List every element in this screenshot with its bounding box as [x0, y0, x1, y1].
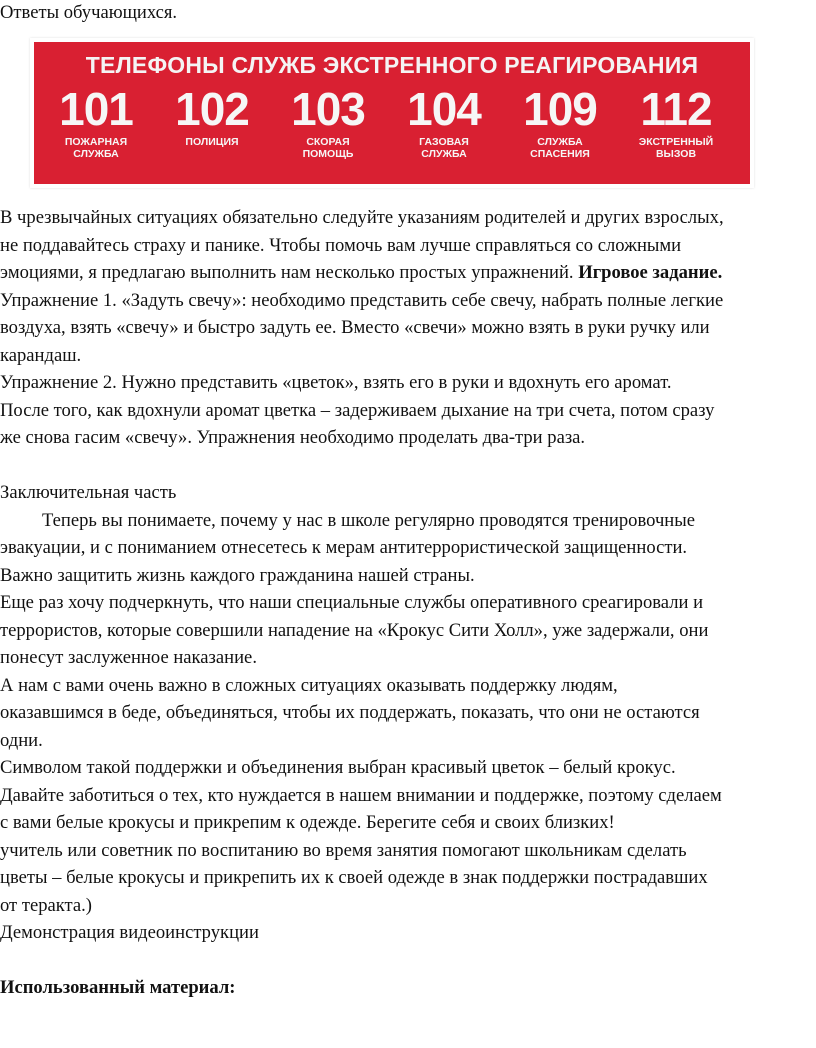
- service-number: 101: [59, 83, 133, 135]
- body-line: Теперь вы понимаете, почему у нас в школе регулярно проводятся тренировочные: [42, 510, 695, 531]
- service-police: [156, 84, 268, 148]
- service-label: СЛУЖБА СПАСЕНИЯ: [530, 136, 590, 160]
- service-number: 104: [407, 83, 481, 135]
- service-label: ПОЖАРНАЯ СЛУЖБА: [64, 136, 128, 160]
- body-line: воздуха, взять «свечу» и быстро задуть ее. Вместо «свечи» можно взять в руки ручку или: [0, 317, 710, 338]
- body-line: Упражнение 2. Нужно представить «цветок», взять его в руки и вдохнуть его аромат.: [0, 372, 672, 393]
- body-line: учитель или советник по воспитанию во время занятия помогают школьникам сделать: [0, 840, 687, 861]
- service-number: 102: [175, 83, 249, 135]
- body-line: Символом такой поддержки и объединения выбран красивый цветок – белый крокус.: [0, 757, 676, 778]
- body-line: понесут заслуженное наказание.: [0, 647, 257, 668]
- body-line: с вами белые крокусы и прикрепим к одежде. Берегите себя и своих близких!: [0, 812, 615, 833]
- service-number: 112: [640, 83, 712, 135]
- body-line: После того, как вдохнули аромат цветка – задерживаем дыхание на три счета, потом сразу: [0, 400, 715, 421]
- intro-text: Ответы обучающихся.: [0, 2, 178, 23]
- body-line: карандаш.: [0, 345, 82, 366]
- body-line: эвакуации, и с пониманием отнесетесь к мерам антитеррористической защищенности.: [0, 537, 688, 558]
- body-line: не поддавайтесь страху и панике. Чтобы помочь вам лучше справляться со сложными: [0, 235, 682, 256]
- service-gas: [388, 84, 500, 160]
- service-number: 103: [291, 83, 365, 135]
- body-line: от теракта.): [0, 895, 92, 916]
- body-line: В чрезвычайных ситуациях обязательно следуйте указаниям родителей и других взрослых,: [0, 207, 724, 228]
- body-line: оказавшимся в беде, объединяться, чтобы их поддержать, показать, что они не остаются: [0, 702, 700, 723]
- service-number: 109: [523, 83, 597, 135]
- body-line: А нам с вами очень важно в сложных ситуациях оказывать поддержку людям,: [0, 675, 618, 696]
- body-line: Еще раз хочу подчеркнуть, что наши специальные службы оперативного среагировали и: [0, 592, 704, 613]
- body-text: эмоциями, я предлагаю выполнить нам несколько простых упражнений.: [0, 262, 574, 283]
- banner-title: ТЕЛЕФОНЫ СЛУЖБ ЭКСТРЕННОГО РЕАГИРОВАНИЯ: [85, 52, 699, 78]
- body-line: цветы – белые крокусы и прикрепить их к своей одежде в знак поддержки пострадавших: [0, 867, 708, 888]
- used-materials-heading: Использованный материал:: [0, 977, 236, 998]
- service-emergency: [620, 84, 732, 160]
- service-ambulance: [272, 84, 384, 160]
- body-line: Важно защитить жизнь каждого гражданина нашей страны.: [0, 565, 475, 586]
- body-line: же снова гасим «свечу». Упражнения необходимо проделать два-три раза.: [0, 427, 586, 448]
- section-heading-conclusion: Заключительная часть: [0, 482, 177, 503]
- game-task-heading: Игровое задание.: [578, 262, 723, 283]
- body-line-with-task: [0, 262, 722, 284]
- service-fire: [40, 84, 152, 160]
- body-line: Демонстрация видеоинструкции: [0, 922, 259, 943]
- body-line: Давайте заботиться о тех, кто нуждается в нашем внимании и поддержке, поэтому сделаем: [0, 785, 722, 806]
- service-rescue: [504, 84, 616, 160]
- body-line: одни.: [0, 730, 43, 751]
- body-line: террористов, которые совершили нападение на «Крокус Сити Холл», уже задержали, они: [0, 620, 709, 641]
- service-label: ЭКСТРЕННЫЙ ВЫЗОВ: [638, 136, 714, 160]
- emergency-phones-banner: [30, 38, 754, 188]
- service-label: ПОЛИЦИЯ: [185, 136, 239, 148]
- body-line: Упражнение 1. «Задуть свечу»: необходимо представить себе свечу, набрать полные легкие: [0, 290, 724, 311]
- service-label: ГАЗОВАЯ СЛУЖБА: [419, 136, 469, 160]
- banner-red-panel: [34, 42, 750, 184]
- service-label: СКОРАЯ ПОМОЩЬ: [302, 136, 354, 160]
